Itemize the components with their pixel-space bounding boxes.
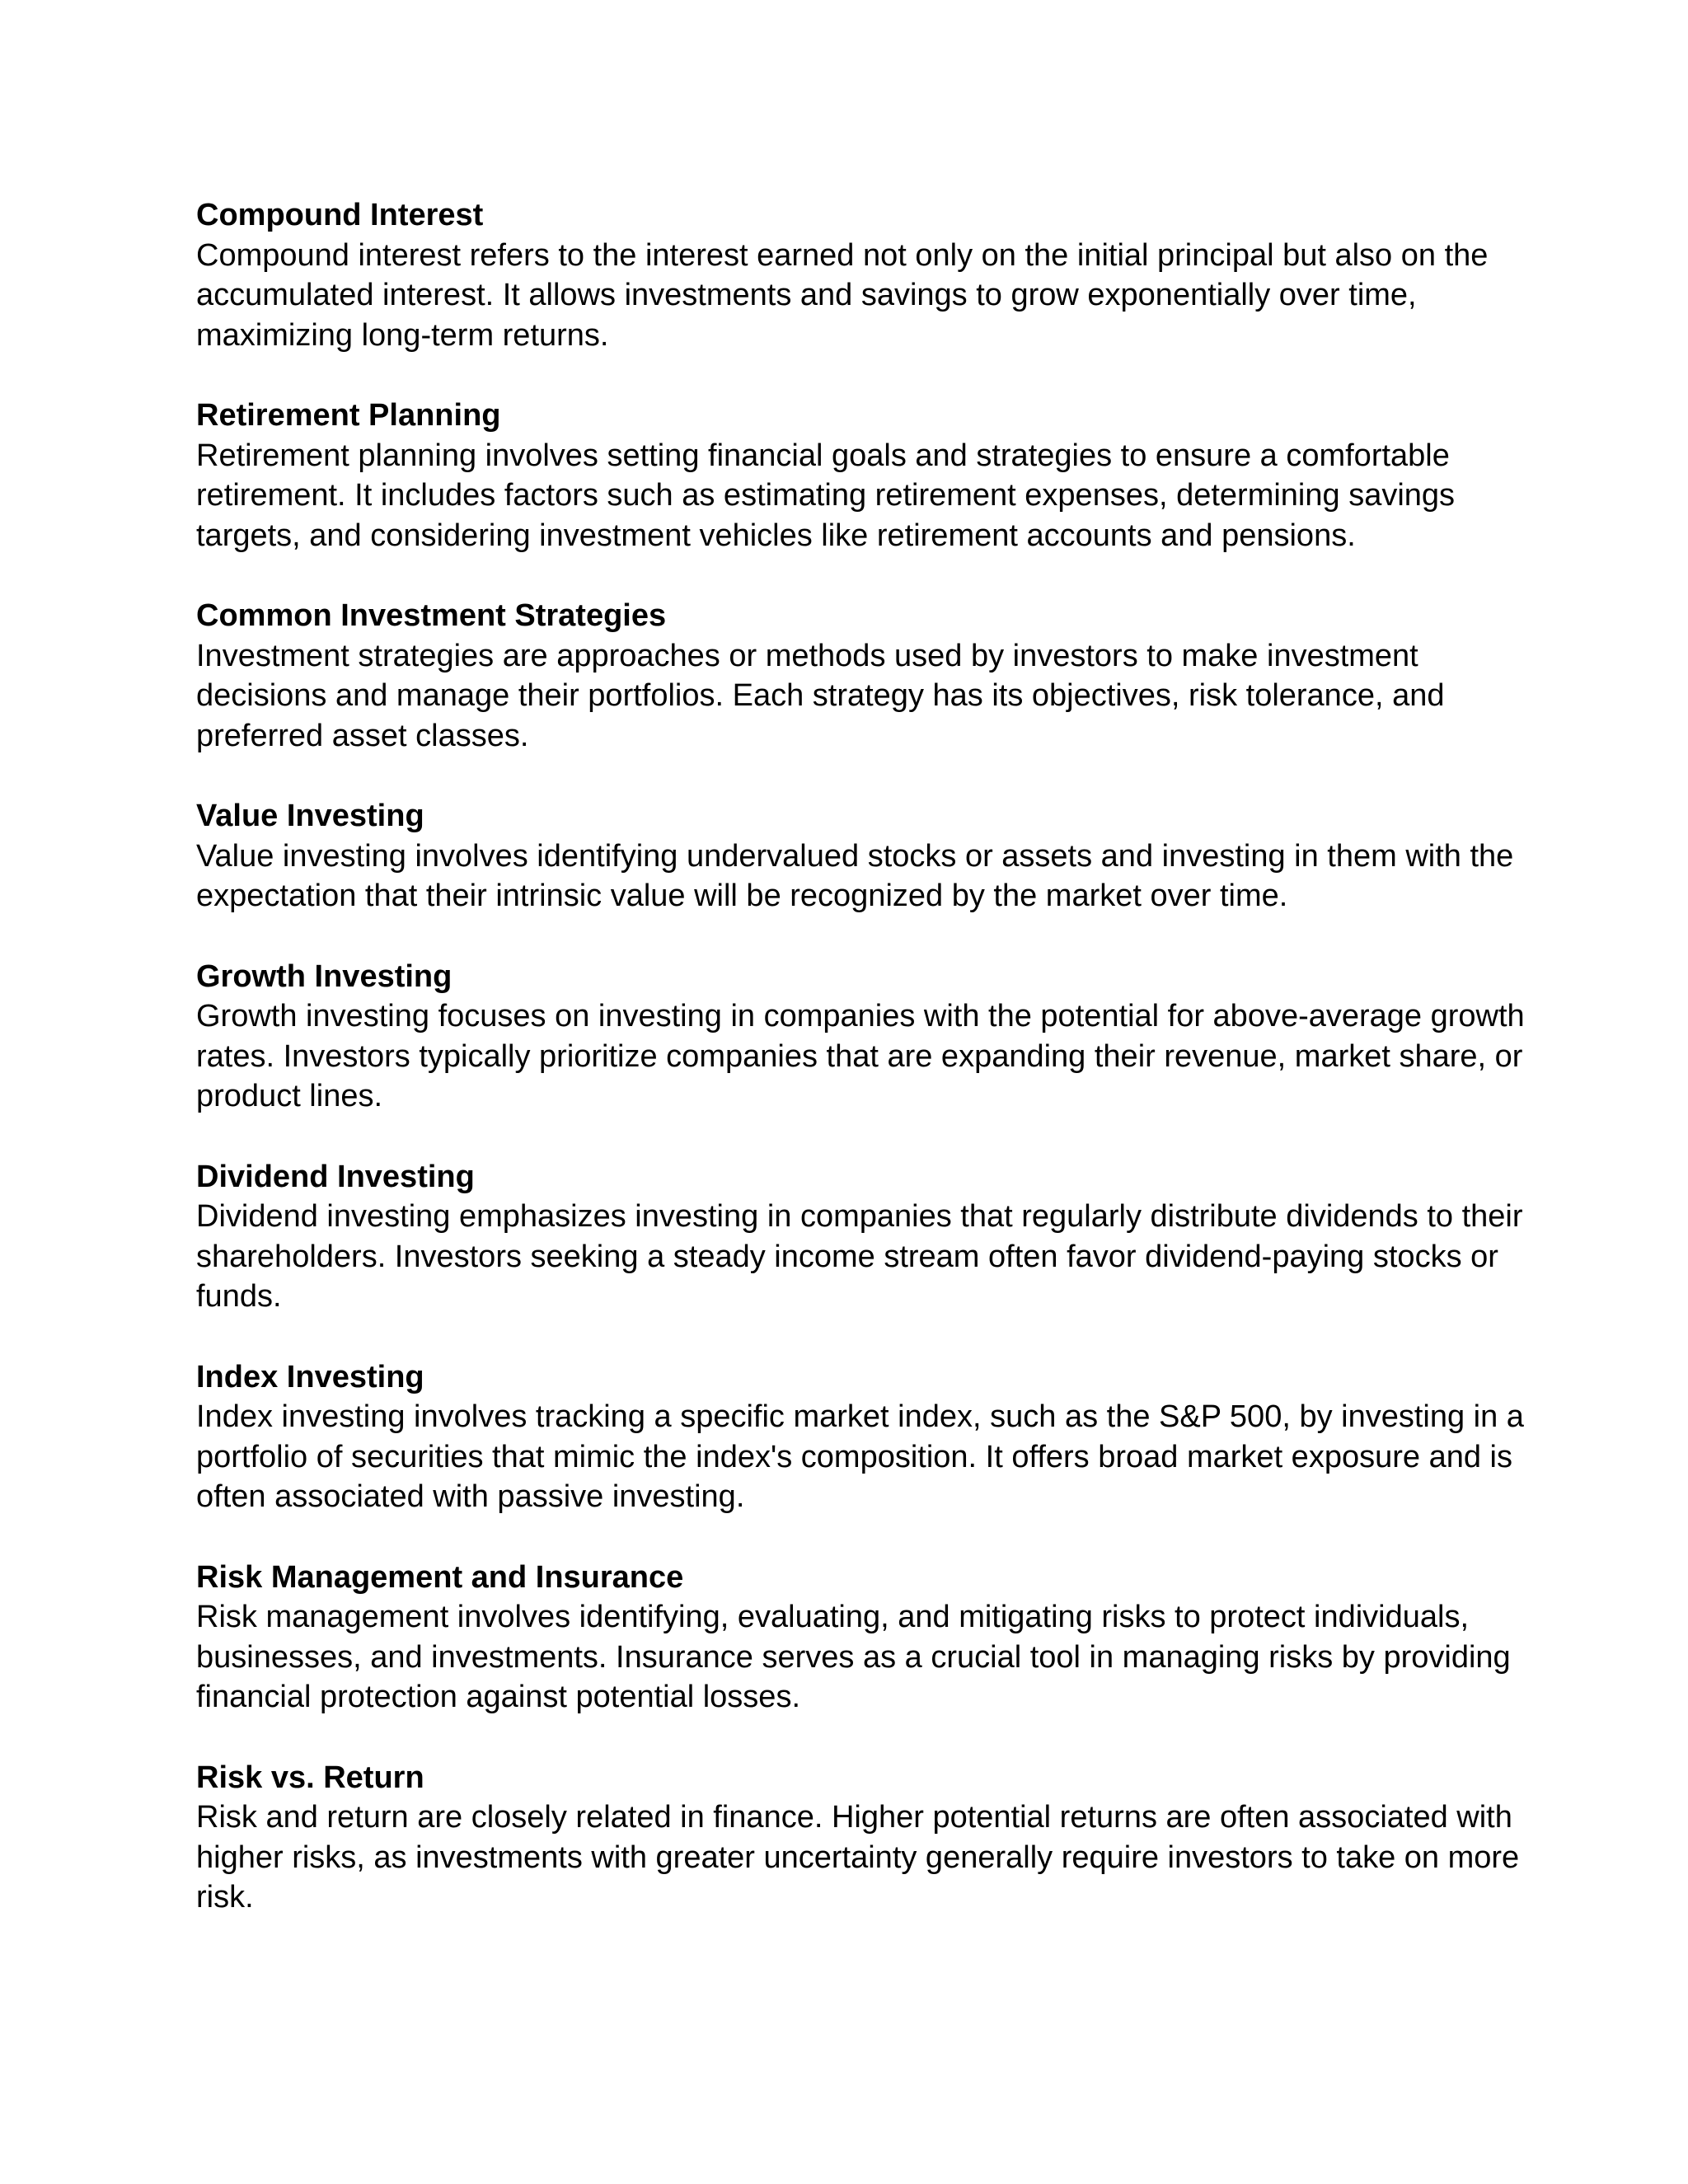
section-heading: Value Investing (196, 799, 424, 833)
section-value-investing (196, 796, 1531, 916)
section-heading: Common Investment Strategies (196, 598, 667, 633)
section-heading: Dividend Investing (196, 1159, 475, 1194)
section-heading: Retirement Planning (196, 398, 501, 433)
section-growth-investing (196, 957, 1531, 1117)
section-body: Index investing involves tracking a specific market index, such as the S&P 500, by investing in a portfolio of securities that mimic the index's composition. It offers broad market exposure and is often associated with passive investing. (196, 1399, 1524, 1514)
document-page (196, 195, 1531, 1958)
section-retirement-planning (196, 396, 1531, 555)
section-body: Dividend investing emphasizes investing in companies that regularly distribute dividends to their shareholders. Investors seeking a steady income stream often favor dividend-paying stocks or funds. (196, 1199, 1523, 1314)
section-body: Retirement planning involves setting financial goals and strategies to ensure a comfortable retirement. It includes factors such as estimating retirement expenses, determining savings targets, and considering investment vehicles like retirement accounts and pensions. (196, 438, 1456, 553)
section-risk-vs-return (196, 1758, 1531, 1918)
section-common-investment-strategies (196, 596, 1531, 756)
section-heading: Risk Management and Insurance (196, 1559, 684, 1595)
section-heading: Growth Investing (196, 958, 452, 994)
section-body: Compound interest refers to the interest earned not only on the initial principal but also on the accumulated interest. It allows investments and savings to grow exponentially over time, maximizing long-term returns. (196, 237, 1489, 353)
section-dividend-investing (196, 1157, 1531, 1317)
section-body: Growth investing focuses on investing in companies with the potential for above-average growth rates. Investors typically prioritize companies that are expanding their revenue, market share, or product lines. (196, 999, 1525, 1113)
section-body: Risk management involves identifying, evaluating, and mitigating risks to protect individuals, businesses, and investments. Insurance serves as a crucial tool in managing risks by providing financial protection against potential losses. (196, 1600, 1511, 1714)
section-index-investing (196, 1357, 1531, 1517)
section-heading: Index Investing (196, 1359, 424, 1394)
section-compound-interest (196, 195, 1531, 355)
section-body: Investment strategies are approaches or methods used by investors to make investment decisions and manage their portfolios. Each strategy has its objectives, risk tolerance, and preferred asset classes. (196, 638, 1445, 753)
section-risk-management-and-insurance (196, 1558, 1531, 1718)
section-body: Risk and return are closely related in finance. Higher potential returns are often associated with higher risks, as investments with greater uncertainty generally require investors to take on more risk. (196, 1800, 1520, 1915)
section-body: Value investing involves identifying undervalued stocks or assets and investing in them with the expectation that their intrinsic value will be recognized by the market over time. (196, 838, 1514, 913)
section-heading: Compound Interest (196, 198, 484, 232)
section-heading: Risk vs. Return (196, 1760, 424, 1795)
